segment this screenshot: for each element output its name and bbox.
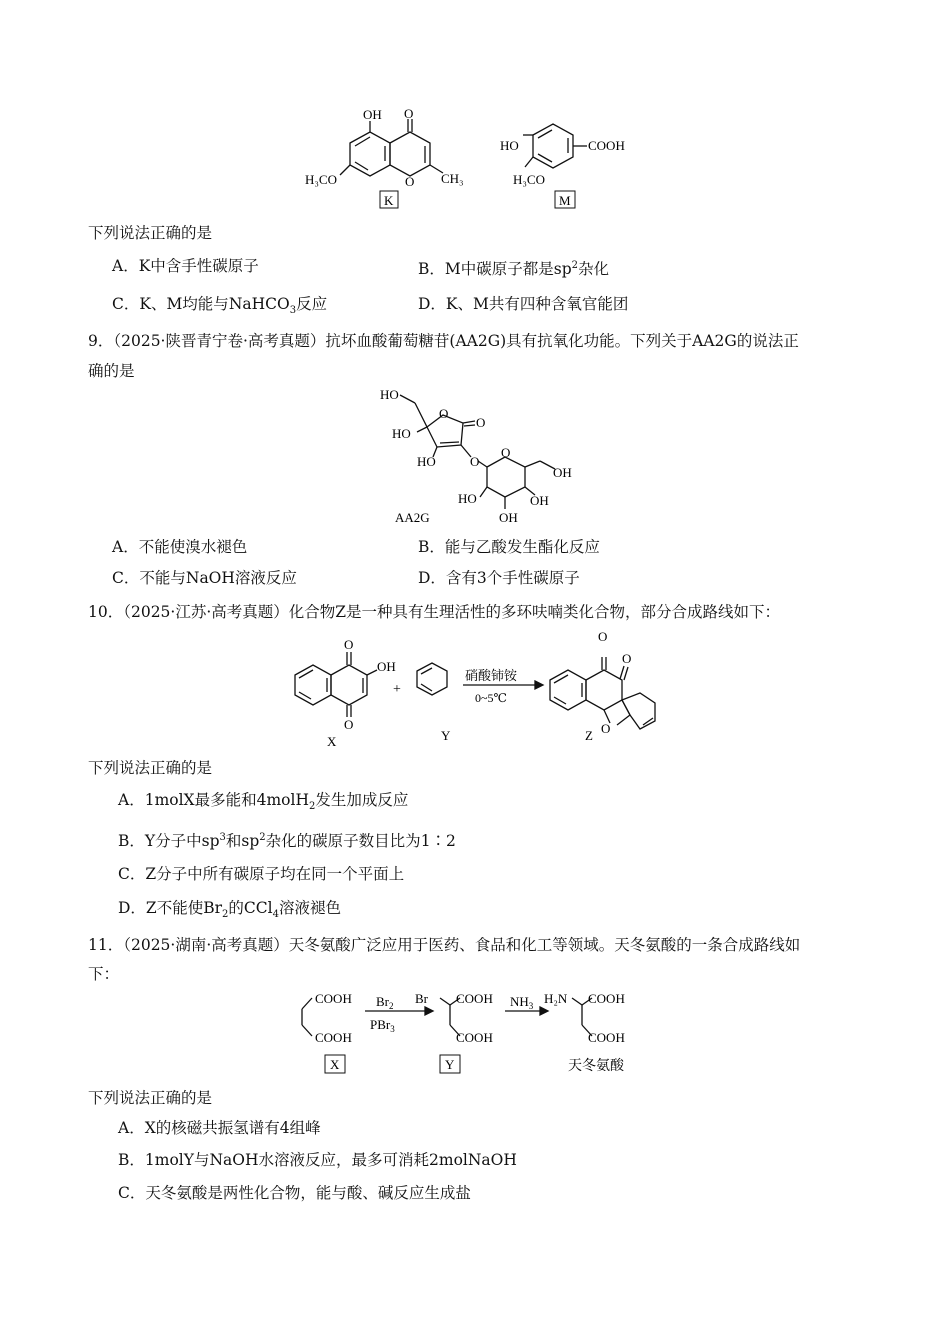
y-label: Y xyxy=(441,728,451,743)
aa2g-link-o: O xyxy=(470,454,480,469)
q11-stem-line1: 11．（2025·湖南·高考真题）天冬氨酸广泛应用于医药、食品和化工等领域。天冬氨酸的一条合成路线如 xyxy=(88,936,801,954)
q9-stem-line1: 9．（2025·陕晋青宁卷·高考真题）抗坏血酸葡萄糖苷(AA2G)具有抗氧化功能。下列关于AA2G的说法正 xyxy=(88,332,799,350)
q10-reaction-scheme xyxy=(285,625,680,750)
x-o-bottom: O xyxy=(344,717,354,732)
aa2g-keto-o: O xyxy=(476,415,486,430)
m-och3-label: H₃CO xyxy=(513,172,545,187)
q10-option-b: B．Y分子中$sp^3$和$sp^2$杂化的碳原子数目比为1∶2 xyxy=(118,832,456,851)
y-cooh-bottom: COOH xyxy=(456,1030,493,1045)
q11-ask: 下列说法正确的是 xyxy=(88,1089,213,1107)
x-cooh-top: COOH xyxy=(315,991,352,1006)
q11-stem-line2: 下： xyxy=(88,965,120,983)
q9-aa2g-structure xyxy=(375,385,595,530)
reagent-br2: $Br_2$ xyxy=(376,994,394,1011)
q11-synthesis-route xyxy=(290,985,670,1080)
aa2g-ring-o: O xyxy=(439,406,449,421)
asp-cooh-top: COOH xyxy=(588,991,625,1006)
q10-option-c: C．Z分子中所有碳原子均在同一个平面上 xyxy=(118,865,405,883)
aa2g-ho-2: HO xyxy=(392,426,411,441)
k-och3-label: H₃CO xyxy=(305,172,337,187)
y-cooh-top: COOH xyxy=(456,991,493,1006)
y-br: Br xyxy=(415,991,428,1006)
q9-option-c: C．不能与NaOH溶液反应 xyxy=(112,569,297,587)
reagent-nh3: $NH_3$ xyxy=(510,994,534,1011)
k-carbonyl-o-label: O xyxy=(404,106,414,121)
q10-ask: 下列说法正确的是 xyxy=(88,759,213,777)
q10-stem: 10．（2025·江苏·高考真题）化合物Z是一种具有生理活性的多环呋喃类化合物，部分合成路线如下： xyxy=(88,603,781,621)
m-box-label: M xyxy=(559,193,571,208)
aa2g-oh-3: OH xyxy=(499,510,518,525)
q8-option-d: D．K、M共有四种含氧官能团 xyxy=(418,295,629,313)
q11-option-a: A．X的核磁共振氢谱有4组峰 xyxy=(118,1119,321,1137)
q9-option-a: A．不能使溴水褪色 xyxy=(112,538,248,556)
aa2g-oh-1: OH xyxy=(553,465,572,480)
aa2g-ho-3: HO xyxy=(417,454,436,469)
aa2g-name: AA2G xyxy=(395,510,430,525)
x-cooh-bottom: COOH xyxy=(315,1030,352,1045)
aa2g-ho-4: HO xyxy=(458,491,477,506)
m-cooh-label: COOH xyxy=(588,138,625,153)
q8-option-b: B．M中碳原子都是$sp^2$杂化 xyxy=(418,260,610,279)
q10-option-a: A．1molX最多能和4molH$_2$发生加成反应 xyxy=(118,791,409,813)
q9-option-b: B．能与乙酸发生酯化反应 xyxy=(418,538,600,556)
reagent-label: 硝酸铈铵 xyxy=(465,668,518,683)
aa2g-glc-o: O xyxy=(501,445,511,460)
x-label: X xyxy=(327,734,337,749)
aa2g-ho-1: HO xyxy=(380,387,399,402)
asp-cooh-bottom: COOH xyxy=(588,1030,625,1045)
x-box-label: X xyxy=(330,1057,340,1072)
m-ho-label: HO xyxy=(500,138,519,153)
reagent-pbr3: PBr$_3$ xyxy=(370,1017,395,1034)
condition-label: 0~5℃ xyxy=(475,691,507,705)
z-o-2: O xyxy=(622,651,632,666)
k-ch3-label: CH₃ xyxy=(441,171,464,186)
q8-option-c: C．K、M均能与NaHCO$_3$反应 xyxy=(112,295,328,317)
q10-option-d: D．Z不能使$Br_2$的CCl$_4$溶液褪色 xyxy=(118,899,341,921)
z-o-1: O xyxy=(598,629,608,644)
q8-structures-figure xyxy=(295,105,665,215)
q9-option-d: D．含有3个手性碳原子 xyxy=(418,569,580,587)
z-o-3: O xyxy=(601,721,611,736)
k-oh-label: OH xyxy=(363,107,382,122)
q9-stem-line2: 确的是 xyxy=(88,362,135,380)
asp-name: 天冬氨酸 xyxy=(568,1059,624,1074)
z-label: Z xyxy=(585,728,593,743)
q8-stem: 下列说法正确的是 xyxy=(88,224,213,242)
q11-option-c: C．天冬氨酸是两性化合物，能与酸、碱反应生成盐 xyxy=(118,1184,471,1202)
x-oh: OH xyxy=(377,659,396,674)
k-box-label: K xyxy=(384,193,394,208)
x-o-top: O xyxy=(344,637,354,652)
asp-h2n: H₂N xyxy=(544,991,568,1006)
k-ring-o-label: O xyxy=(405,174,415,189)
plus-sign: + xyxy=(393,682,401,697)
q11-option-b: B．1molY与NaOH水溶液反应，最多可消耗2molNaOH xyxy=(118,1151,517,1169)
aa2g-oh-2: OH xyxy=(530,493,549,508)
y-box-label: Y xyxy=(445,1057,455,1072)
q8-option-a: A．K中含手性碳原子 xyxy=(112,257,259,275)
